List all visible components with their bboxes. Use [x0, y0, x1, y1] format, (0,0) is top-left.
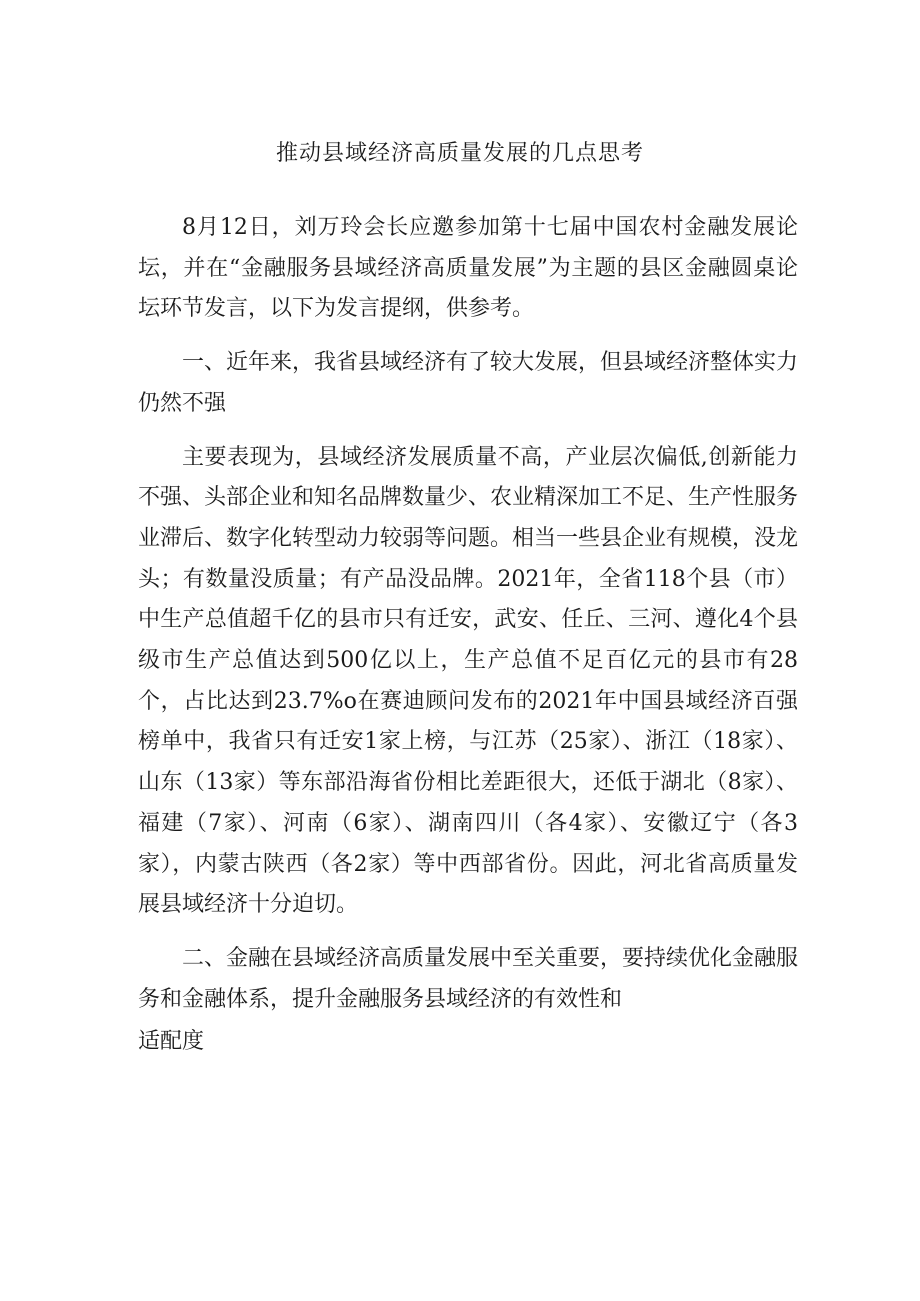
paragraph-heading-two-continued: 适配度	[138, 1029, 205, 1055]
page-title: 推动县域经济高质量发展的几点思考	[275, 141, 644, 166]
document-body	[138, 208, 798, 1063]
paragraph-main-performance: 主要表现为，县域经济发展质量不高，产业层次偏低,创新能力不强、头部企业和知名品牌数量少、农业精深加工不足、生产性服务业滞后、数字化转型动力较弱等问题。相当一些县企业有规模，没龙头；有数量没质量；有产品没品牌。2021年，全省118个县（市）中生产总值超千亿的县市只有迁安，武安、任丘、三河、遵化4个县级市生产总值达到500亿以上，生产总值不足百亿元的县市有28个，占比达到23.7%o在赛迪顾问发布的2021年中国县域经济百强榜单中，我省只有迁安1家上榜，与江苏（25家）、浙江（18家）、山东（13家）等东部沿海省份相比差距很大，还低于湖北（8家）、福建（7家）、河南（6家）、湖南四川（各4家）、安徽辽宁（各3家），内蒙古陕西（各2家）等中西部省份。因此，河北省高质量发展县域经济十分迫切。	[138, 444, 799, 918]
paragraph-intro: 8月12日，刘万玲会长应邀参加第十七届中国农村金融发展论坛，并在“金融服务县域经济高质量发展”为主题的县区金融圆桌论坛环节发言，以下为发言提纲，供参考。	[138, 215, 798, 322]
paragraph-heading-two: 二、金融在县域经济高质量发展中至关重要，要持续优化金融服务和金融体系，提升金融服务县域经济的有效性和	[138, 945, 799, 1012]
paragraph-heading-one: 一、近年来，我省县域经济有了较大发展，但县域经济整体实力仍然不强	[138, 350, 799, 416]
